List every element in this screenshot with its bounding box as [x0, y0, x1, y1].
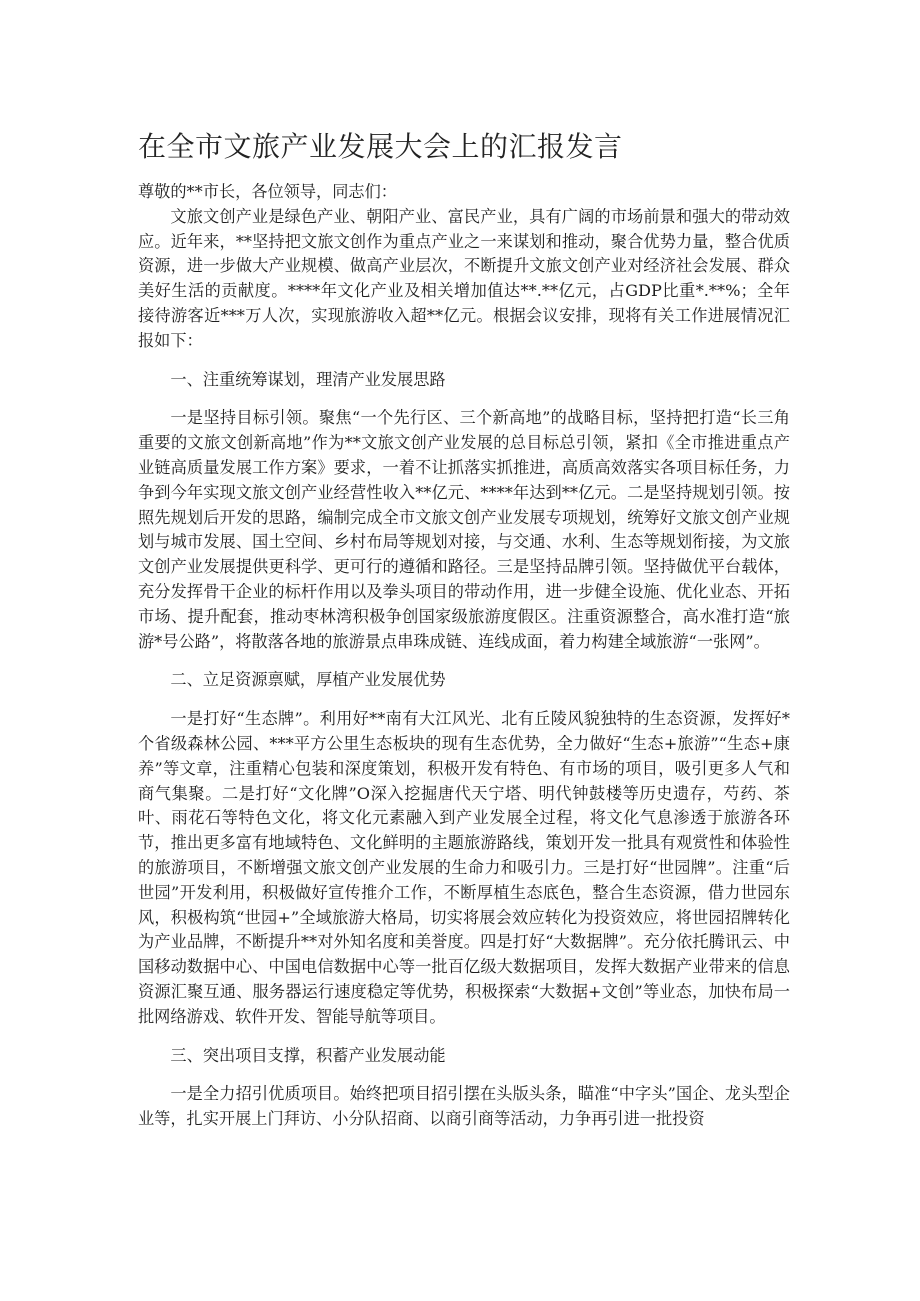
section-heading-1: 一、注重统筹谋划，理清产业发展思路 [170, 369, 446, 389]
section-paragraph-3: 一是全力招引优质项目。始终把项目招引摆在头版头条，瞄准“中字头”国企、龙头型企业等，扎实开展上门拜访、小分队招商、以商引商等活动，力争再引进一批投资 [138, 1084, 790, 1129]
section-paragraph-1: 一是坚持目标引领。聚焦“一个先行区、三个新高地”的战略目标，坚持把打造“长三角重要的文旅文创新高地”作为**文旅文创产业发展的总目标总引领，紧扣《全市推进重点产业链高质量发展工作方案》要求，一着不让抓落实抓推进，高质高效落实各项目标任务，力争到今年实现文旅文创产业经营性收入**亿元、****年达到**亿元。二是坚持规划引领。按照先规划后开发的思路，编制完成全市文旅文创产业发展专项规划，统筹好文旅文创产业规划与城市发展、国土空间、乡村布局等规划对接，与交通、水利、生态等规划衔接，为文旅文创产业发展提供更科学、更可行的遵循和路径。三是坚持品牌引领。坚持做优平台载体，充分发挥骨干企业的标杆作用以及拳头项目的带动作用，进一步健全设施、优化业态、开拓市场、提升配套，推动枣林湾积极争创国家级旅游度假区。注重资源整合，高水准打造“旅游*号公路”，将散落各地的旅游景点串珠成链、连线成面，着力构建全域旅游“一张网”。 [138, 408, 790, 651]
section-heading-3: 三、突出项目支撑，积蓄产业发展动能 [170, 1045, 446, 1065]
greeting: 尊敬的**市长，各位领导，同志们： [138, 182, 397, 201]
document-body [138, 180, 790, 1132]
section-paragraph-2: 一是打好“生态牌”。利用好**南有大江风光、北有丘陵风貌独特的生态资源，发挥好*个省级森林公园、***平方公里生态板块的现有生态优势，全力做好“生态+旅游”“生态+康养”等文章，注重精心包装和深度策划，积极开发有特色、有市场的项目，吸引更多人气和商气集聚。二是打好“文化牌”O深入挖掘唐代天宁塔、明代钟鼓楼等历史遗存，芍药、茶叶、雨花石等特色文化，将文化元素融入到产业发展全过程，将文化气息渗透于旅游各环节，推出更多富有地域特色、文化鲜明的主题旅游路线，策划开发一批具有观赏性和体验性的旅游项目，不断增强文旅文创产业发展的生命力和吸引力。三是打好“世园牌”。注重“后世园”开发利用，积极做好宣传推介工作，不断厚植生态底色，整合生态资源，借力世园东风，积极构筑“世园+”全域旅游大格局，切实将展会效应转化为投资效应，将世园招牌转化为产业品牌，不断提升**对外知名度和美誉度。四是打好“大数据牌”。充分依托腾讯云、中国移动数据中心、中国电信数据中心等一批百亿级大数据项目，发挥大数据产业带来的信息资源汇聚互通、服务器运行速度稳定等优势，积极探索“大数据+文创”等业态，加快布局一批网络游戏、软件开发、智能导航等项目。 [138, 709, 790, 1026]
intro-paragraph: 文旅文创产业是绿色产业、朝阳产业、富民产业，具有广阔的市场前景和强大的带动效应。近年来，**坚持把文旅文创作为重点产业之一来谋划和推动，聚合优势力量，整合优质资源，进一步做大产业规模、做高产业层次，不断提升文旅文创产业对经济社会发展、群众美好生活的贡献度。****年文化产业及相关增加值达**.**亿元，占GDP比重*.**%；全年接待游客近***万人次，实现旅游收入超**亿元。根据会议安排，现将有关工作进展情况汇报如下： [138, 206, 790, 350]
section-heading-2: 二、立足资源禀赋，厚植产业发展优势 [170, 670, 446, 690]
document-title: 在全市文旅产业发展大会上的汇报发言 [138, 130, 623, 163]
